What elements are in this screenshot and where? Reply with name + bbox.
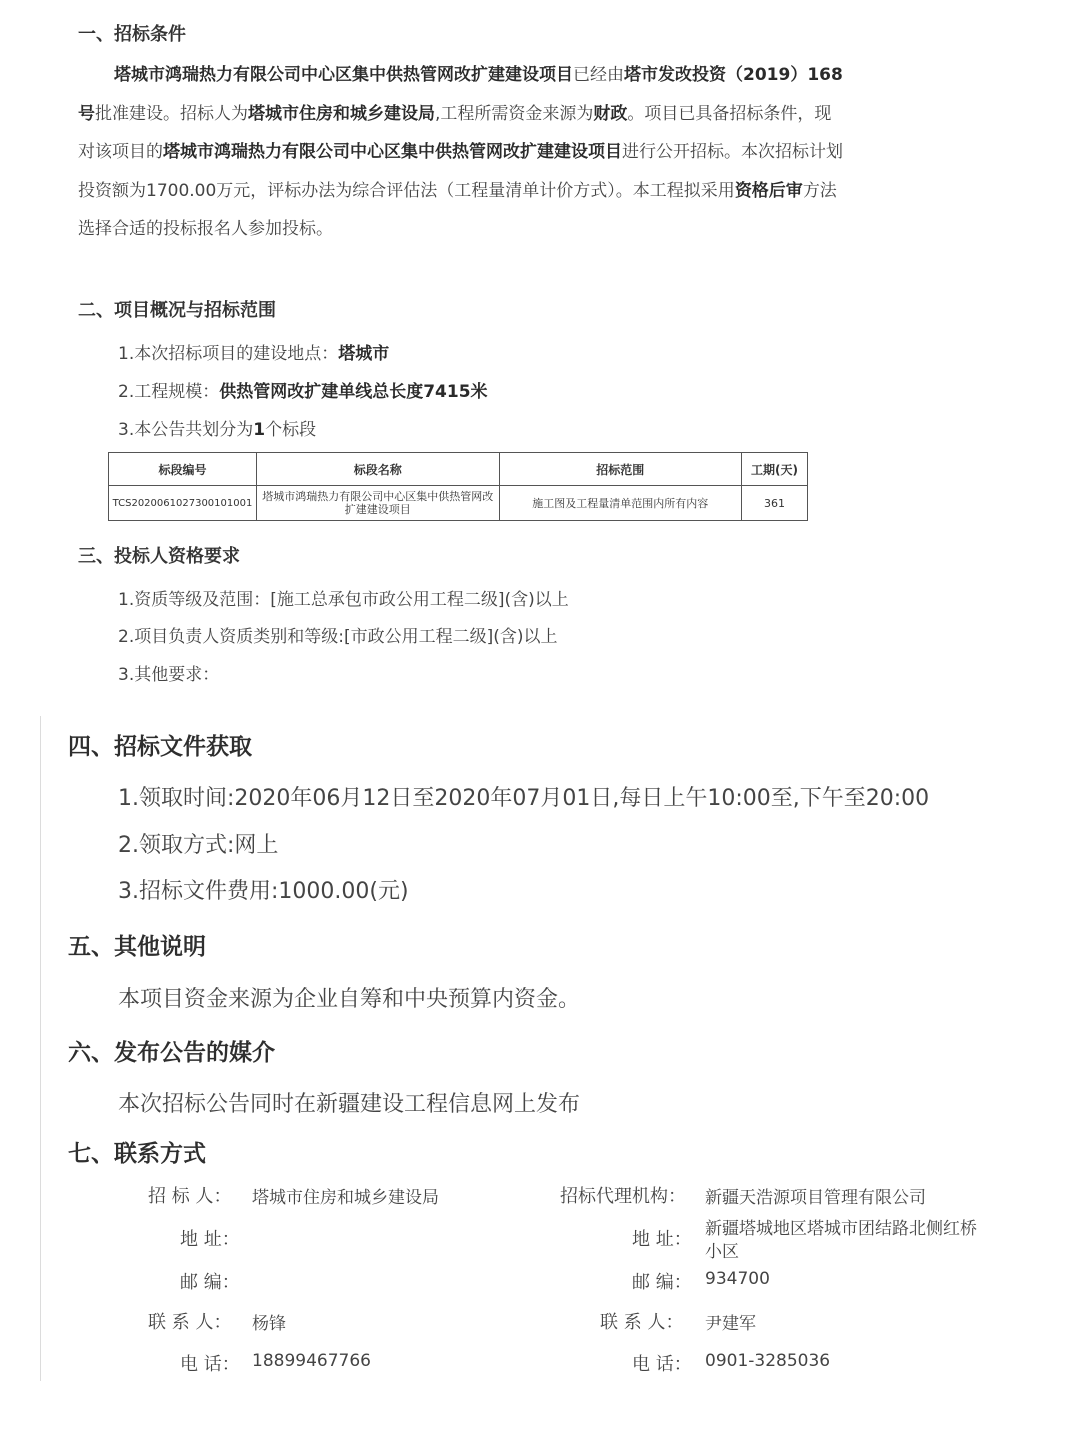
- section-5-title: 五、其他说明: [68, 934, 206, 960]
- table-header: 工期(天): [742, 453, 808, 486]
- agency-zip-label: 邮 编：: [632, 1272, 692, 1293]
- p-seg: 财政: [593, 103, 628, 124]
- s3-item-2: 2.项目负责人资质类别和等级:[市政公用工程二级](含)以上: [118, 627, 558, 647]
- s4-item-3: 3.招标文件费用:1000.00(元): [118, 879, 409, 904]
- s2-item-1: [118, 339, 389, 364]
- agency-address-label: 地 址：: [632, 1229, 692, 1250]
- agency-address-line-1: 新疆塔城地区塔城市团结路北侧红桥: [705, 1219, 977, 1239]
- agency-contact-label: 联 系 人：: [600, 1312, 684, 1333]
- table-cell: 361: [742, 486, 808, 521]
- section-6-title: 六、发布公告的媒介: [68, 1040, 275, 1066]
- p-seg: 方法选择合适的投标报名人参加投标。: [78, 180, 837, 239]
- section-1-title: 一、招标条件: [78, 24, 186, 45]
- lot-table: [108, 452, 808, 521]
- contact-zip-label: 邮 编：: [180, 1272, 240, 1293]
- p-seg: 资格后审: [734, 180, 803, 201]
- contact-tenderer-value: 塔城市住房和城乡建设局: [252, 1188, 439, 1208]
- table-cell: 施工图及工程量清单范围内所有内容: [499, 486, 742, 521]
- table-header: 标段编号: [109, 453, 257, 486]
- s4-item-1: 1.领取时间:2020年06月12日至2020年07月01日,每日上午10:00至,下午至20:00: [118, 786, 930, 811]
- p-seg: 。项目已具备招标条件，现对该项目的: [78, 103, 832, 162]
- agency-label: 招标代理机构：: [560, 1186, 686, 1207]
- p-seg: 塔市发改投资（2019）168号: [78, 65, 843, 124]
- s2-item-2-label: 2.工程规模：: [118, 382, 220, 402]
- s2-item-1-value: 塔城市: [338, 344, 390, 364]
- p-seg: 批准建设。招标人为: [95, 103, 248, 124]
- s2-item-2: [118, 377, 488, 402]
- s2-item-2-value: 供热管网改扩建单线总长度7415米: [219, 382, 488, 402]
- agency-contact-value: 尹建军: [705, 1314, 756, 1334]
- p-seg: 塔城市鸿瑞热力有限公司中心区集中供热管网改扩建建设项目: [163, 142, 622, 162]
- p-seg: 塔城市鸿瑞热力有限公司中心区集中供热管网改扩建建设项目: [114, 65, 573, 85]
- agency-address-line-2: 小区: [705, 1242, 739, 1262]
- contact-person-label: 联 系 人：: [148, 1312, 232, 1333]
- section-2-title: 二、项目概况与招标范围: [78, 300, 276, 321]
- table-header: 招标范围: [499, 453, 742, 486]
- section-7-title: 七、联系方式: [68, 1141, 206, 1167]
- table-header-row: [109, 453, 808, 486]
- agency-value: 新疆天浩源项目管理有限公司: [705, 1188, 926, 1208]
- s6-text: 本次招标公告同时在新疆建设工程信息网上发布: [118, 1092, 581, 1117]
- left-divider-line: [40, 716, 41, 1381]
- p-seg: ,工程所需资金来源为: [435, 103, 594, 124]
- contact-address-label: 地 址：: [180, 1229, 240, 1250]
- s5-text: 本项目资金来源为企业自筹和中央预算内资金。: [118, 987, 581, 1012]
- agency-zip-value: 934700: [705, 1269, 770, 1289]
- section-1-paragraph: [78, 56, 848, 249]
- agency-phone-label: 电 话：: [632, 1354, 692, 1375]
- contact-phone-value: 18899467766: [252, 1351, 371, 1371]
- p-seg: 塔城市住房和城乡建设局: [248, 103, 435, 124]
- contact-phone-label: 电 话：: [180, 1354, 240, 1375]
- p-seg: 进行公开招标。本次招标计划投资额为1700.00万元，评标办法为综合评估法（工程量清单计价方式）。本工程拟采用: [78, 142, 843, 201]
- s2-item-3-count: 1: [253, 420, 266, 440]
- p-seg: 已经由: [573, 65, 624, 85]
- table-cell: TCS2020061027300101001: [109, 486, 257, 521]
- table-row: [109, 486, 808, 521]
- s2-item-3-post: 个标段: [265, 420, 317, 440]
- agency-phone-value: 0901-3285036: [705, 1351, 831, 1371]
- table-header: 标段名称: [256, 453, 499, 486]
- s4-item-2: 2.领取方式:网上: [118, 833, 279, 858]
- s2-item-1-label: 1.本次招标项目的建设地点：: [118, 344, 339, 364]
- section-4-title: 四、招标文件获取: [68, 734, 252, 760]
- section-3-title: 三、投标人资格要求: [78, 546, 240, 567]
- s3-item-1: 1.资质等级及范围：[施工总承包市政公用工程二级](含)以上: [118, 590, 569, 610]
- contact-person-value: 杨锋: [252, 1314, 286, 1334]
- s2-item-3: [118, 415, 316, 440]
- s3-item-3: 3.其他要求：: [118, 665, 220, 685]
- s2-item-3-pre: 3.本公告共划分为: [118, 420, 254, 440]
- contact-tenderer-label: 招 标 人：: [148, 1186, 232, 1207]
- table-cell: 塔城市鸿瑞热力有限公司中心区集中供热管网改扩建建设项目: [256, 486, 499, 521]
